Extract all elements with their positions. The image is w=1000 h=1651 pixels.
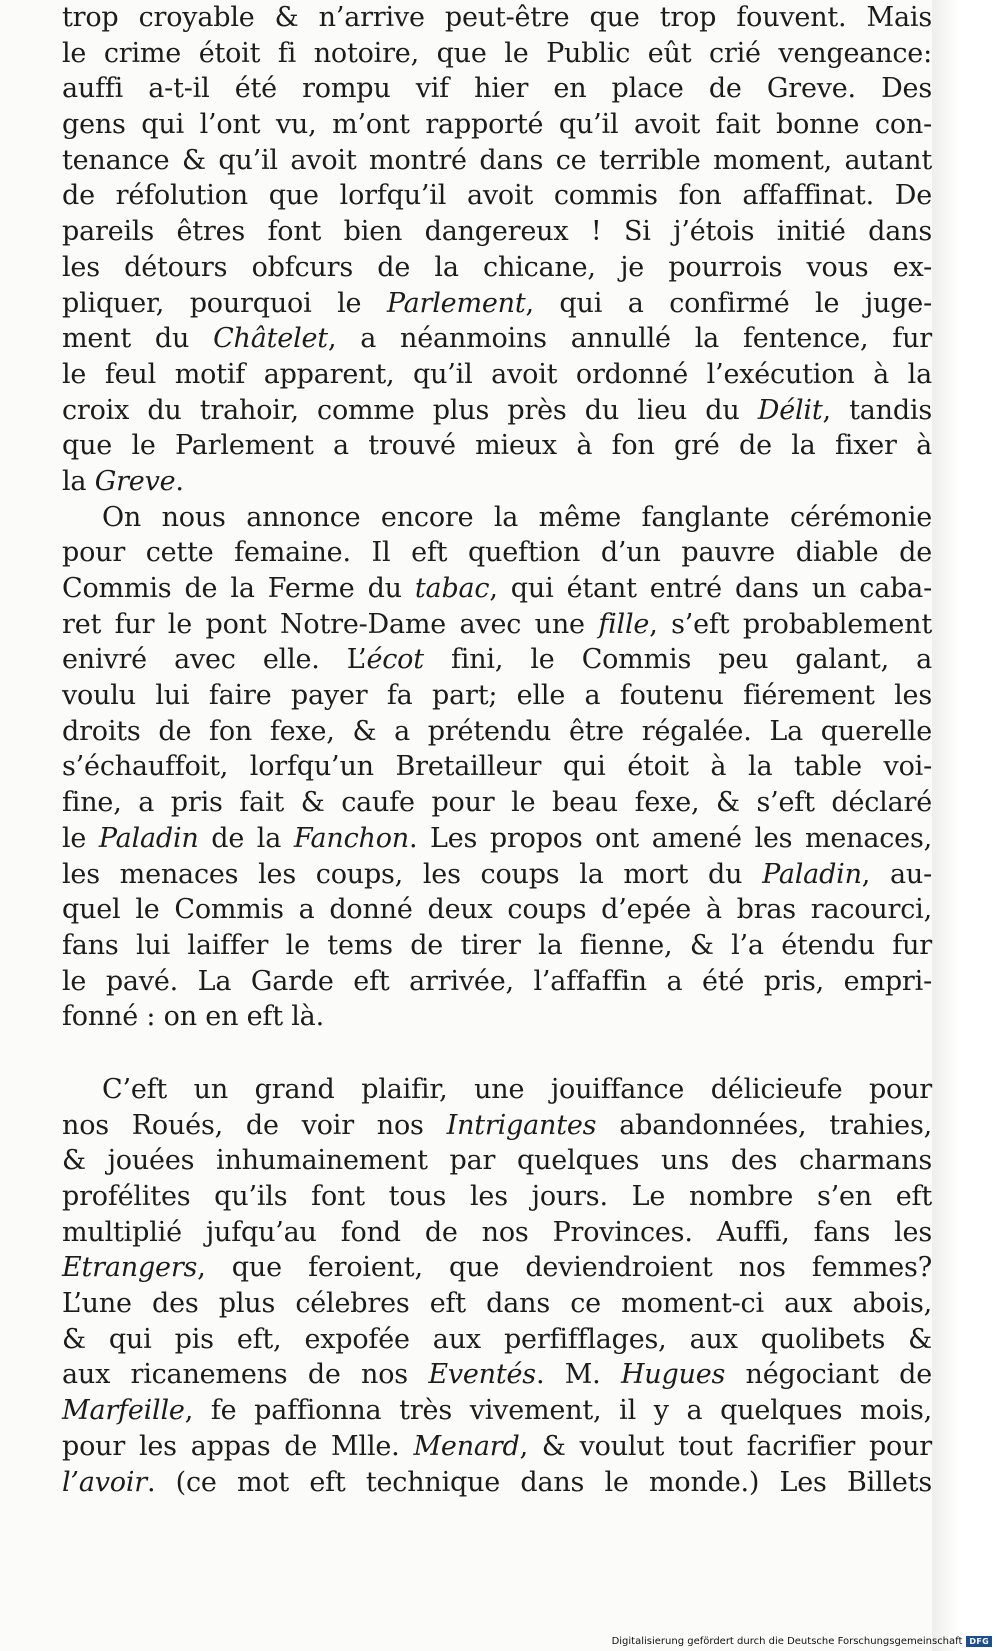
text-run: croix du trahoir, comme plus près du lieu du xyxy=(62,394,758,426)
text-run: . (ce mot eft technique dans le monde.) Les Billets xyxy=(146,1466,932,1498)
text-line: trop croyable & n’arrive peut-être que trop fouvent. Mais xyxy=(62,2,932,33)
text-line: le pavé. La Garde eft arrivée, l’affaffin a été pris, empri- xyxy=(62,965,932,997)
text-run: , qui a confirmé le juge- xyxy=(525,287,932,319)
text-line: les détours obfcurs de la chicane, je pourrois vous ex- xyxy=(62,251,932,283)
text-run: négociant de xyxy=(725,1359,932,1391)
text-line xyxy=(62,286,932,322)
credit-text: Digitalisierung gefördert durch die Deutsche Forschungsgemeinschaft xyxy=(611,1636,963,1647)
digitization-credit xyxy=(612,1636,992,1647)
text-line: droits de fon fexe, & a prétendu être régalée. La querelle xyxy=(62,715,932,747)
text-line: pareils êtres font bien dangereux ! Si j’étois initié dans xyxy=(62,216,932,248)
text-run: . M. xyxy=(535,1359,621,1391)
italic-term: Marfeille xyxy=(62,1395,185,1427)
text-run: le xyxy=(62,822,99,854)
paragraph-gap xyxy=(62,1035,932,1072)
text-line xyxy=(62,1357,932,1393)
text-line: de réfolution que lorfqu’il avoit commis fon affaffinat. De xyxy=(62,180,932,212)
text-line: fans lui laiffer le tems de tirer la fienne, & l’a étendu fur xyxy=(62,929,932,961)
text-run: ment du xyxy=(62,323,214,355)
text-run: , fe paffionna très vivement, il y a quelques mois, xyxy=(184,1395,932,1427)
text-run: , qui étant entré dans un caba- xyxy=(489,573,932,604)
text-line: L’une des plus célebres eft dans ce moment-ci aux abois, xyxy=(62,1288,932,1320)
italic-term: Paladin xyxy=(98,822,199,854)
text-run: aux ricanemens de nos xyxy=(62,1359,429,1391)
text-line: auffi a-t-il été rompu vif hier en place de Greve. Des xyxy=(62,73,932,105)
italic-term: tabac xyxy=(414,573,490,604)
text-line: le crime étoit fi notoire, que le Public eût crié vengeance: xyxy=(62,37,932,69)
text-run: fini, le Commis peu galant, a xyxy=(423,644,932,676)
text-line: & jouées inhumainement par quelques uns des charmans xyxy=(62,1145,932,1177)
text-run: ret fur le pont Notre-Dame avec une xyxy=(62,608,599,640)
text-line: gens qui l’ont vu, m’ont rapporté qu’il avoit fait bonne con- xyxy=(62,109,932,141)
text-line: & qui pis eft, expofée aux perfifflages, aux quolibets & xyxy=(62,1323,932,1355)
text-line: quel le Commis a donné deux coups d’epée à bras racourci, xyxy=(62,894,932,926)
text-line xyxy=(62,1250,932,1286)
text-run: enivré avec elle. L’ xyxy=(62,644,367,676)
italic-term: Délit xyxy=(757,394,823,426)
italic-term: Hugues xyxy=(620,1359,726,1391)
italic-term: Eventés xyxy=(428,1359,536,1391)
text-run: . Les propos ont amené les menaces, xyxy=(408,822,932,854)
text-line: fonné : on en eft là. xyxy=(62,1001,324,1033)
text-line: tenance & qu’il avoit montré dans ce terrible moment, autant xyxy=(62,144,932,176)
text-run: pour les appas de Mlle. xyxy=(62,1430,414,1462)
italic-term: écot xyxy=(366,644,424,676)
text-line xyxy=(62,642,932,678)
text-line xyxy=(62,821,932,857)
italic-term: Châtelet xyxy=(213,323,328,355)
text-run: Commis de la Ferme du xyxy=(62,573,415,604)
text-run: , s’eft probablement xyxy=(649,608,932,640)
text-run: la xyxy=(62,465,95,497)
text-line: que le Parlement a trouvé mieux à fon gré de la fixer à xyxy=(62,430,932,462)
italic-term: Greve xyxy=(94,465,176,497)
dfg-logo: DFG xyxy=(966,1636,992,1647)
text-line xyxy=(62,1429,932,1465)
text-run: . xyxy=(175,465,184,497)
text-line xyxy=(62,857,932,893)
text-run: de la xyxy=(198,822,294,854)
text-line: On nous annonce encore la même fanglante cérémonie xyxy=(102,501,932,533)
text-line: C’eft un grand plaifir, une jouiffance délicieufe pour xyxy=(102,1073,932,1105)
text-line: pour cette femaine. Il eft queftion d’un pauvre diable de xyxy=(62,537,932,569)
text-line xyxy=(62,321,932,357)
text-line xyxy=(62,393,932,429)
text-line xyxy=(62,1393,932,1429)
text-line: multiplié jufqu’au fond de nos Provinces. Auffi, fans les xyxy=(62,1216,932,1248)
text-line xyxy=(62,607,932,643)
text-line: profélites qu’ils font tous les jours. Le nombre s’en eft xyxy=(62,1181,932,1212)
text-line xyxy=(62,1465,932,1501)
text-line: s’échauffoit, lorfqu’un Bretailleur qui étoit à la table voi- xyxy=(62,751,932,783)
text-run: , au- xyxy=(861,858,932,890)
italic-term: Intrigantes xyxy=(446,1109,597,1141)
text-run: pliquer, pourquoi le xyxy=(62,287,387,319)
text-run: les menaces les coups, les coups la mort du xyxy=(62,858,763,890)
italic-term: Parlement xyxy=(386,287,526,319)
text-run: abandonnées, trahies, xyxy=(596,1109,932,1141)
italic-term: Menard xyxy=(413,1430,520,1462)
text-run: , tandis xyxy=(822,394,933,426)
italic-term: fille xyxy=(598,608,650,640)
text-line: voulu lui faire payer fa part; elle a foutenu fiérement les xyxy=(62,680,932,712)
text-run: nos Roués, de voir nos xyxy=(62,1109,447,1141)
italic-term: Etrangers xyxy=(62,1252,198,1284)
text-line xyxy=(62,464,932,500)
italic-term: Fanchon xyxy=(293,822,409,854)
page-gutter xyxy=(932,0,1000,1651)
text-line xyxy=(62,1108,932,1144)
italic-term: Paladin xyxy=(762,858,862,890)
text-run: , que feroient, que deviendroient nos femmes? xyxy=(197,1252,932,1284)
text-block xyxy=(62,0,932,1500)
text-run: , a néanmoins annullé la fentence, fur xyxy=(327,323,932,355)
text-run: , & voulut tout facrifier pour xyxy=(519,1430,933,1462)
text-line: le feul motif apparent, qu’il avoit ordonné l’exécution à la xyxy=(62,358,932,390)
text-line: fine, a pris fait & caufe pour le beau fexe, & s’eft déclaré xyxy=(62,787,932,819)
italic-term: l’avoir xyxy=(62,1466,147,1498)
text-line xyxy=(62,571,932,607)
